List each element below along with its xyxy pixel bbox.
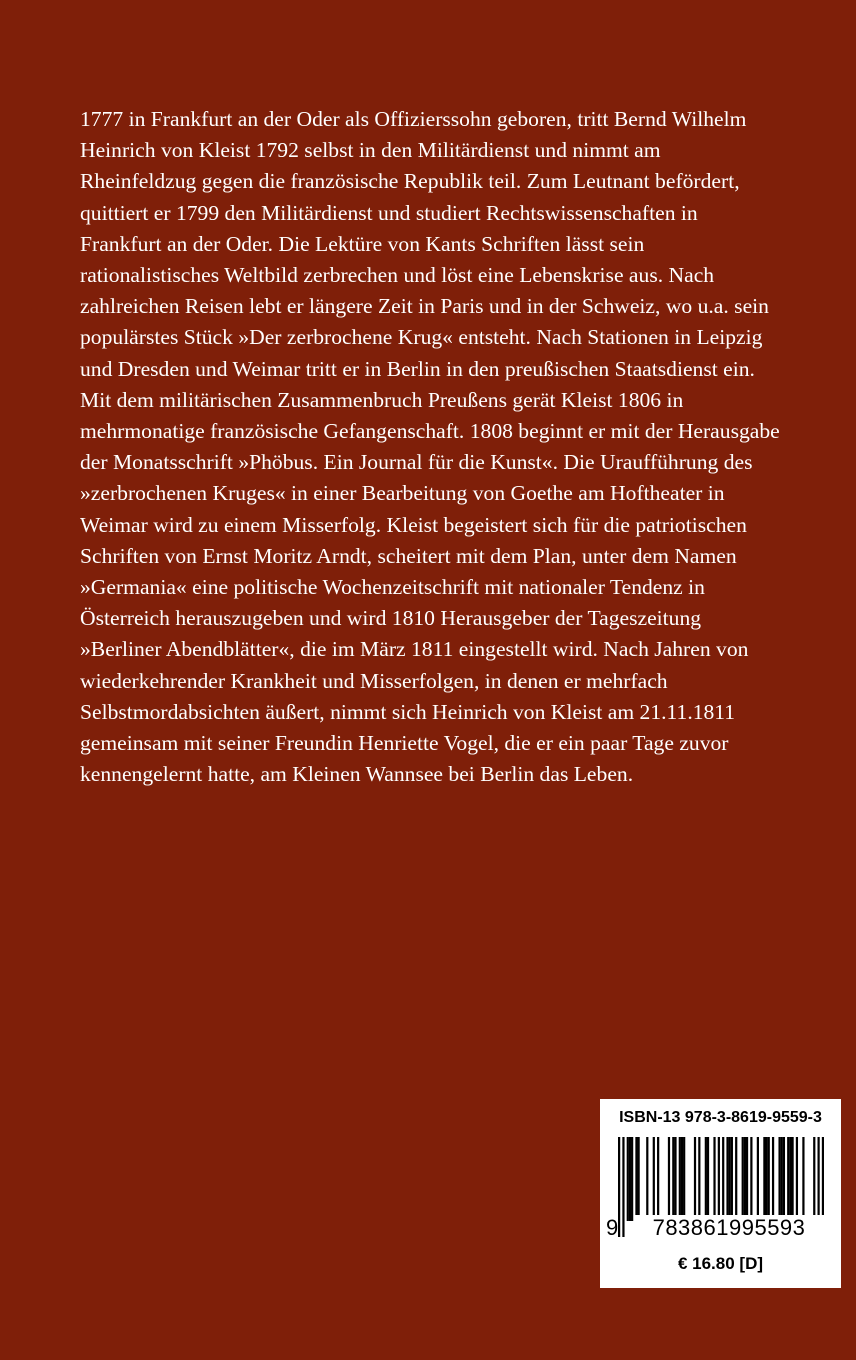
blurb-line: gemeinsam mit seiner Freundin Henriette Vogel, die er ein paar Tage zuvor [80,731,729,756]
barcode-bar [674,1137,676,1221]
barcode-bar [672,1137,674,1221]
barcode-bar [746,1137,748,1221]
blurb-line: populärstes Stück »Der zerbrochene Krug« entsteht. Nach Stationen in Leipzig [80,325,763,350]
barcode-bar [731,1137,733,1221]
barcode-bar [683,1137,685,1221]
barcode-bar [726,1137,728,1221]
blurb-line: Schriften von Ernst Moritz Arndt, scheitert mit dem Plan, unter dem Namen [80,543,737,568]
blurb-line: Mit dem militärischen Zusammenbruch Preußens gerät Kleist 1806 in [80,387,684,412]
barcode-bar [631,1137,633,1221]
barcode-bar [765,1137,767,1221]
barcode-bar [757,1137,759,1221]
barcode-bar [679,1137,681,1221]
isbn-barcode-box [600,1099,841,1288]
blurb-line: Selbstmordabsichten äußert, nimmt sich Heinrich von Kleist am 21.11.1811 [80,699,736,724]
barcode-bar [694,1137,696,1221]
blurb-line: »Germania« eine politische Wochenzeitschrift mit nationaler Tendenz in [80,575,705,600]
blurb-line: Frankfurt an der Oder. Die Lektüre von Kants Schriften lässt sein [80,231,645,256]
barcode-bar [744,1137,746,1221]
barcode-bar [750,1137,752,1221]
barcode-bar [729,1137,731,1221]
barcode-bar [772,1137,774,1221]
author-biography-blurb [80,104,792,790]
barcode-bar [657,1137,659,1221]
barcode-bar [763,1137,765,1221]
barcode-bar [783,1137,785,1221]
blurb-line: Rheinfeldzug gegen die französische Republik teil. Zum Leutnant befördert, [80,169,740,194]
barcode-bar [802,1137,804,1221]
price-label: € 16.80 [D] [677,1254,764,1273]
barcode-digits [600,1215,841,1243]
barcode-bar [638,1137,640,1221]
barcode-bar [635,1137,637,1221]
blurb-line: zahlreichen Reisen lebt er längere Zeit in Paris und in der Schweiz, wo u.a. sein [80,294,769,319]
blurb-line: und Dresden und Weimar tritt er in Berlin in den preußischen Staatsdienst ein. [80,356,755,381]
blurb-line: wiederkehrender Krankheit und Misserfolgen, in denen er mehrfach [80,668,668,693]
blurb-line: quittiert er 1799 den Militärdienst und studiert Rechtswissenschaften in [80,200,698,225]
blurb-line: mehrmonatige französische Gefangenschaft. 1808 beginnt er mit der Herausgabe [80,419,780,444]
barcode-bar [681,1137,683,1221]
barcode-bar [787,1137,789,1221]
blurb-line: »zerbrochenen Kruges« in einer Bearbeitung von Goethe am Hoftheater in [80,481,725,506]
barcode-first-digit: 9 [606,1215,619,1240]
blurb-line: rationalistisches Weltbild zerbrechen und löst eine Lebenskrise aus. Nach [80,263,715,288]
blurb-line: kennengelernt hatte, am Kleinen Wannsee bei Berlin das Leben. [80,762,634,787]
barcode-bar [796,1137,798,1221]
blurb-line: 1777 in Frankfurt an der Oder als Offizierssohn geboren, tritt Bernd Wilhelm [80,107,747,131]
barcode-bar [768,1137,770,1221]
barcode-bar [653,1137,655,1221]
barcode-bar [735,1137,737,1221]
isbn-label: ISBN-13 978-3-8619-9559-3 [619,1109,822,1126]
barcode-bar [698,1137,700,1221]
barcode-bar [707,1137,709,1221]
barcode-bar [705,1137,707,1221]
barcode-bar [778,1137,780,1221]
barcode-bar [742,1137,744,1221]
barcode-bar [789,1137,791,1221]
barcode-bar [646,1137,648,1221]
barcode-bar [713,1137,715,1221]
blurb-line: Österreich herauszugeben und wird 1810 Herausgeber der Tageszeitung [80,606,702,631]
barcode-digit-string: 783861995593 [634,1215,824,1241]
barcode-bar [791,1137,793,1221]
barcode-bar [629,1137,631,1221]
barcode-bar [813,1137,815,1221]
blurb-line: der Monatsschrift »Phöbus. Ein Journal für die Kunst«. Die Uraufführung des [80,450,753,475]
barcode-bar [781,1137,783,1221]
barcode-bar [668,1137,670,1221]
blurb-line: »Berliner Abendblätter«, die im März 1811 eingestellt wird. Nach Jahren von [80,637,749,662]
blurb-line: Heinrich von Kleist 1792 selbst in den Militärdienst und nimmt am [80,138,661,163]
blurb-line: Weimar wird zu einem Misserfolg. Kleist begeistert sich für die patriotischen [80,512,747,537]
barcode-bar [627,1137,629,1221]
